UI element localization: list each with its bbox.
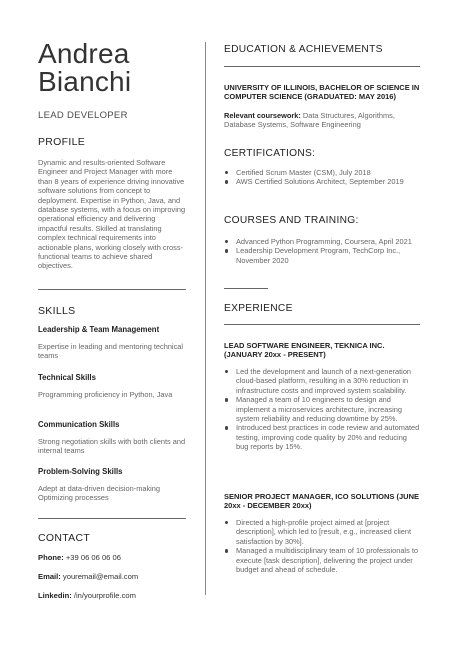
last-name: Bianchi	[38, 66, 132, 97]
phone-value[interactable]: +39 06 06 06 06	[65, 553, 121, 562]
education-coursework	[224, 111, 420, 130]
list-item: Directed a high-profile project aimed at [project description], which led to [result, e.g., increased client satisfaction by 30%].	[224, 518, 420, 546]
list-item: AWS Certified Solutions Architect, September 2019	[224, 177, 420, 186]
experience-divider	[224, 324, 420, 325]
job-heading: SENIOR PROJECT MANAGER, ICO SOLUTIONS (JUNE 20xx - DECEMBER 20xx)	[224, 492, 420, 511]
coursework-label: Relevant coursework:	[224, 111, 301, 120]
list-item: Leadership Development Program, TechCorp Inc., November 2020	[224, 246, 420, 265]
coursework-text: Data Structures, Algorithms, Database Systems, Software Engineering	[224, 111, 395, 130]
email-label: Email:	[38, 572, 61, 581]
experience-title: EXPERIENCE	[224, 303, 293, 314]
skill-desc: Programming proficiency in Python, Java	[38, 390, 173, 399]
linkedin-label: Linkedin:	[38, 591, 72, 600]
list-item: Managed a multidisciplinary team of 10 professionals to execute [task description], delivering the project under budget and ahead of schedule.	[224, 546, 420, 574]
skills-section	[38, 305, 186, 317]
job-role: LEAD DEVELOPER	[38, 110, 128, 121]
name-block	[38, 40, 188, 121]
linkedin-value[interactable]: /in/yourprofile.com	[73, 591, 136, 600]
skills-title: SKILLS	[38, 305, 76, 317]
profile-section	[38, 136, 186, 271]
list-item: Led the development and launch of a next-generation cloud-based platform, resulting in a 30% reduction in infrastructure costs and improved system scalability.	[224, 367, 420, 395]
education-divider	[224, 66, 420, 67]
skill-desc: Expertise in leading and mentoring technical teams	[38, 342, 184, 361]
first-name: Andrea	[38, 38, 130, 69]
skill-item	[38, 467, 186, 503]
skill-heading: Technical Skills	[38, 373, 96, 382]
skill-desc: Adept at data-driven decision-making Optimizing processes	[38, 484, 161, 503]
education-title: EDUCATION & ACHIEVEMENTS	[224, 44, 383, 55]
skill-heading: Communication Skills	[38, 420, 120, 429]
profile-text: Dynamic and results-oriented Software Engineer and Project Manager with more than 8 years of experience driving innovative software solutions from concept to deployment. Expertise in Python, Java, and database systems, with a focus on improving operational efficiency and delivering impactful results. Skilled at translating complex technical requirements into actionable plans, working closely with cross-functional teams to achieve shared objectives.	[38, 158, 186, 271]
certifications-title: CERTIFICATIONS:	[224, 148, 316, 159]
education-degree: UNIVERSITY OF ILLINOIS, BACHELOR OF SCIENCE IN COMPUTER SCIENCE (GRADUATED: MAY 2016)	[224, 83, 420, 102]
contact-section	[38, 532, 186, 544]
skill-heading: Leadership & Team Management	[38, 325, 160, 334]
job-heading: LEAD SOFTWARE ENGINEER, TEKNICA INC. (JANUARY 20xx - PRESENT)	[224, 341, 385, 360]
contact-phone	[38, 553, 121, 562]
certifications-list	[224, 168, 420, 187]
skill-item	[38, 373, 186, 399]
skill-desc: Strong negotiation skills with both clients and internal teams	[38, 437, 186, 456]
phone-label: Phone:	[38, 553, 64, 562]
contact-linkedin	[38, 591, 136, 600]
courses-title: COURSES AND TRAINING:	[224, 215, 359, 226]
profile-title: PROFILE	[38, 136, 86, 148]
skill-item	[38, 420, 186, 456]
email-value[interactable]: youremail@email.com	[62, 572, 139, 581]
courses-list	[224, 237, 420, 265]
job-bullets	[224, 367, 420, 452]
profile-divider	[38, 289, 186, 290]
list-item: Introduced best practices in code review and automated testing, improving code quality by 20% and reducing bug reports by 15%.	[224, 423, 420, 451]
list-item: Certified Scrum Master (CSM), July 2018	[224, 168, 420, 177]
contact-title: CONTACT	[38, 532, 91, 544]
list-item: Advanced Python Programming, Coursera, April 2021	[224, 237, 420, 246]
courses-divider	[224, 288, 268, 289]
job-bullets	[224, 518, 420, 574]
skill-item	[38, 325, 186, 361]
skill-heading: Problem-Solving Skills	[38, 467, 123, 476]
skills-divider	[38, 518, 186, 519]
column-divider	[205, 42, 206, 595]
contact-email	[38, 572, 138, 581]
list-item: Managed a team of 10 engineers to design and implement a microservices architecture, increasing system reliability and reducing downtime by 25%.	[224, 395, 420, 423]
